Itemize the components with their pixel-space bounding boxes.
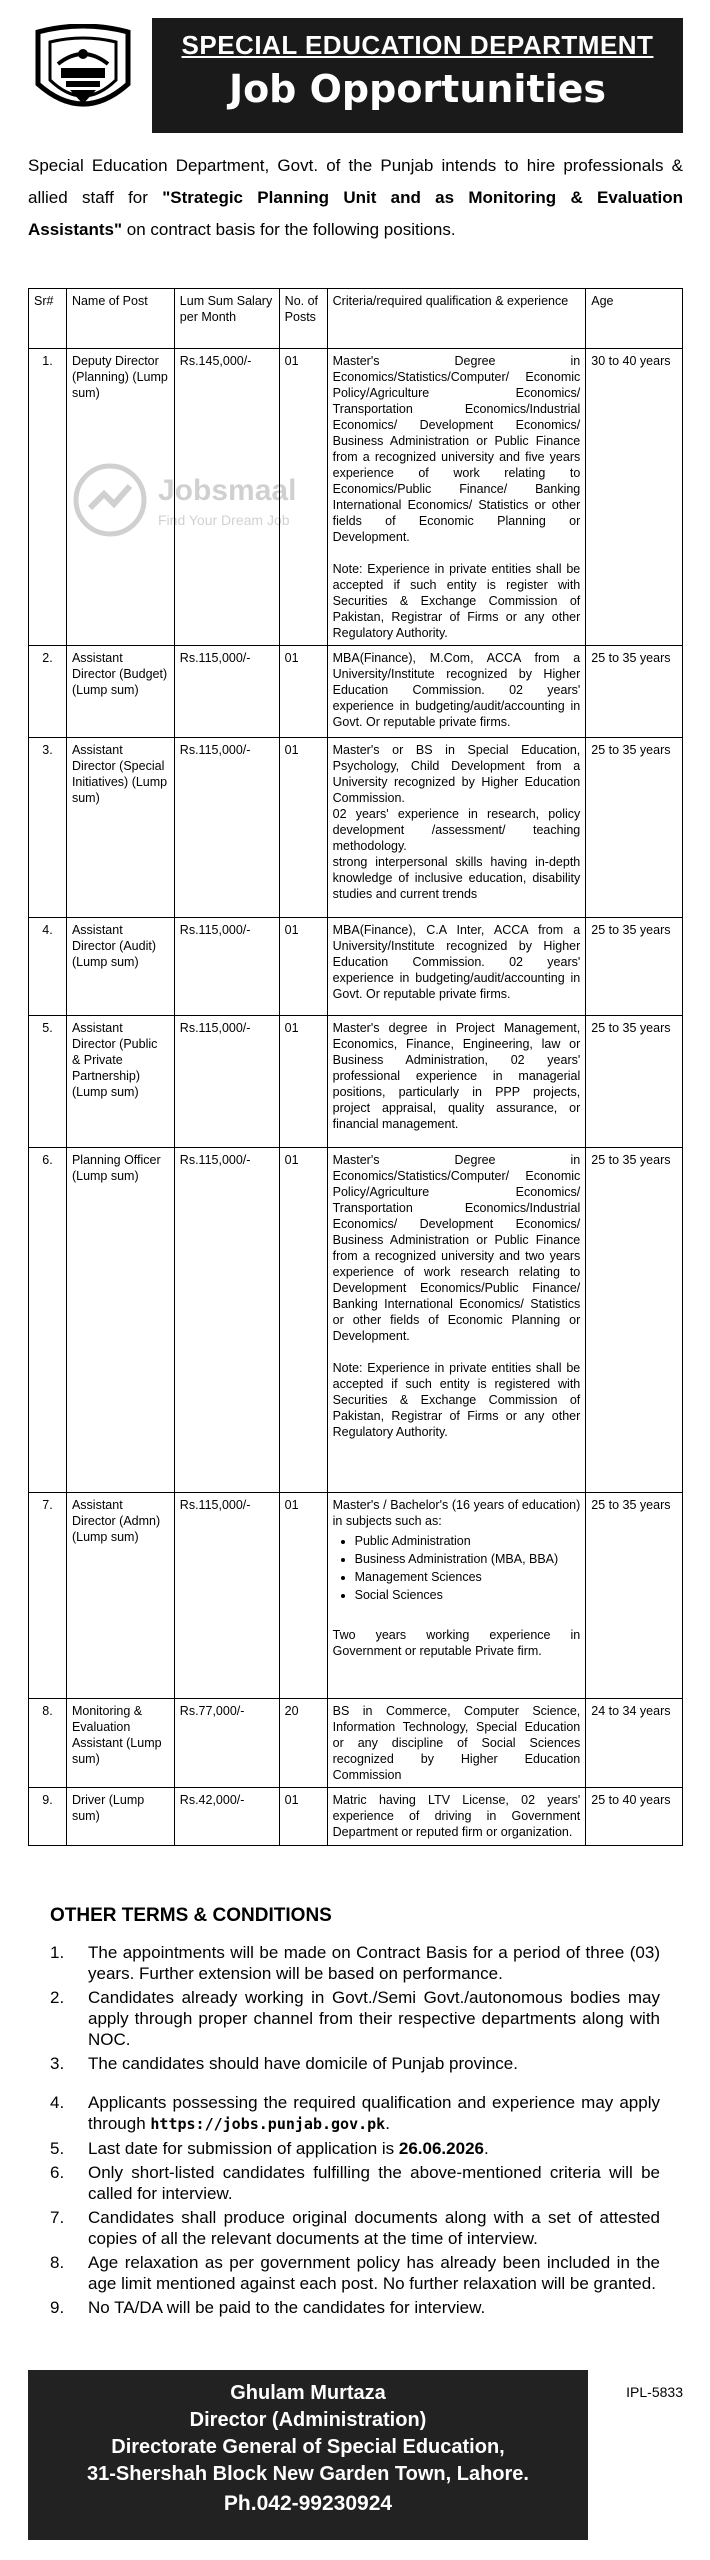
cell-salary: Rs.42,000/- xyxy=(174,1788,279,1846)
term-text-end: . xyxy=(483,2139,489,2158)
cell-post: Assistant Director (Audit) (Lump sum) xyxy=(66,918,174,1016)
col-header-salary: Lum Sum Salary per Month xyxy=(174,289,279,349)
criteria-text: Master's Degree in Economics/Statistics/Computer/ Economic Policy/Agriculture Economics/ Transportation Economics/Industrial Economics/ Development Economics/ Business Administration or Public Finance from a recognized university and five years experience of work relating to Economics/Public Finance/ Banking International Economics/ Statistics or other fields of Economic Planning or Development. xyxy=(332,354,581,544)
cell-age: 25 to 35 years xyxy=(586,646,683,738)
cell-posts: 01 xyxy=(279,349,327,646)
list-item: • Public Administration xyxy=(355,1533,581,1549)
application-portal-link[interactable]: https://jobs.punjab.gov.pk xyxy=(150,2115,386,2133)
term-item xyxy=(50,2297,660,2318)
term-number: 4. xyxy=(50,2093,65,2112)
list-item: • Business Administration (MBA, BBA) xyxy=(355,1551,581,1567)
cell-sr: 5. xyxy=(29,1016,67,1148)
term-number: 5. xyxy=(50,2139,65,2158)
cell-salary: Rs.115,000/- xyxy=(174,918,279,1016)
cell-criteria xyxy=(327,1148,586,1493)
term-item xyxy=(50,2053,660,2074)
cell-sr: 2. xyxy=(29,646,67,738)
term-number: 8. xyxy=(50,2253,65,2272)
punjab-government-logo xyxy=(28,24,138,124)
cell-posts: 01 xyxy=(279,1148,327,1493)
terms-heading: OTHER TERMS & CONDITIONS xyxy=(50,1905,332,1926)
cell-salary: Rs.145,000/- xyxy=(174,349,279,646)
subject-list xyxy=(355,1533,581,1603)
office-name: Directorate General of Special Education, xyxy=(111,2436,505,2458)
watermark-brand: Jobsmaal xyxy=(158,474,297,507)
office-phone: Ph.042-99230924 xyxy=(223,2492,393,2515)
positions-table xyxy=(28,288,683,1846)
cell-sr: 9. xyxy=(29,1788,67,1846)
office-address: 31-Shershah Block New Garden Town, Lahore. xyxy=(87,2463,529,2485)
col-header-age: Age xyxy=(586,289,683,349)
cell-criteria xyxy=(327,738,586,918)
table-row xyxy=(29,1699,683,1788)
header xyxy=(28,18,683,133)
cell-age: 24 to 34 years xyxy=(586,1699,683,1788)
term-text: No TA/DA will be paid to the candidates for interview. xyxy=(88,2298,486,2317)
term-text: Last date for submission of application is xyxy=(88,2139,399,2158)
list-item: • Social Sciences xyxy=(355,1587,581,1603)
intro-bold-text: "Strategic Planning Unit and as Monitoring & Evaluation Assistants" xyxy=(28,188,683,239)
cell-posts: 01 xyxy=(279,1493,327,1699)
cell-sr: 7. xyxy=(29,1493,67,1699)
cell-age: 25 to 35 years xyxy=(586,1493,683,1699)
term-number: 7. xyxy=(50,2208,65,2227)
term-item xyxy=(50,2207,660,2249)
cell-age: 25 to 35 years xyxy=(586,1016,683,1148)
last-date: 26.06.2026 xyxy=(398,2139,484,2158)
ipl-reference: IPL-5833 xyxy=(626,2384,683,2400)
signatory-name: Ghulam Murtaza xyxy=(230,2382,386,2404)
cell-criteria: Master's degree in Project Management, Economics, Finance, Engineering, law or Business Administration, 02 years' professional experience in managerial positions, particularly in PPP projects, project appraisal, quality assurance, or financial management. xyxy=(327,1016,586,1148)
term-item xyxy=(50,2092,660,2135)
criteria-note: Note: Experience in private entities shall be accepted if such entity is registered with Securities & Exchange Commission of Pakistan, Registrar of Firms or any other Regulatory Authority. xyxy=(332,1361,581,1439)
cell-criteria: Matric having LTV License, 02 years' experience of driving in Government Department or reputed firm or organization. xyxy=(327,1788,586,1846)
cell-post: Deputy Director (Planning) (Lump sum) xyxy=(66,349,174,646)
term-number: 6. xyxy=(50,2163,65,2182)
cell-salary: Rs.115,000/- xyxy=(174,1016,279,1148)
term-text: Only short-listed candidates fulfilling the above-mentioned criteria will be called for interview. xyxy=(88,2163,660,2203)
term-item xyxy=(50,1987,660,2050)
term-text-end: . xyxy=(385,2114,390,2133)
table-header-row xyxy=(29,289,683,349)
term-text: Candidates already working in Govt./Semi Govt./autonomous bodies may apply through proper channel from their respective departments along with NOC. xyxy=(88,1988,660,2049)
cell-post: Assistant Director (Admn) (Lump sum) xyxy=(66,1493,174,1699)
cell-sr: 4. xyxy=(29,918,67,1016)
term-text: The appointments will be made on Contract Basis for a period of three (03) years. Further extension will be based on performance. xyxy=(88,1943,660,1983)
table-row xyxy=(29,1148,683,1493)
cell-sr: 8. xyxy=(29,1699,67,1788)
cell-sr: 6. xyxy=(29,1148,67,1493)
cell-criteria: MBA(Finance), M.Com, ACCA from a University/Institute recognized by Higher Education Commission. 02 years' experience in budgeting/audit/accounting in Govt. Or reputable private firms. xyxy=(327,646,586,738)
list-item: • Management Sciences xyxy=(355,1569,581,1585)
criteria-text: Master's / Bachelor's (16 years of education) in subjects such as: xyxy=(332,1498,581,1528)
cell-posts: 01 xyxy=(279,1788,327,1846)
term-item xyxy=(50,2138,660,2159)
term-number: 2. xyxy=(50,1988,65,2007)
criteria-note: Note: Experience in private entities shall be accepted if such entity is register with Securities & Exchange Commission of Pakistan, Registrar of Firms or any other Regulatory Authority. xyxy=(332,562,581,640)
cell-age: 25 to 35 years xyxy=(586,738,683,918)
cell-criteria: BS in Commerce, Computer Science, Information Technology, Special Education or any discipline of Social Sciences recognized by Higher Education Commission xyxy=(327,1699,586,1788)
term-item xyxy=(50,2252,660,2294)
table-row xyxy=(29,1016,683,1148)
col-header-posts: No. of Posts xyxy=(279,289,327,349)
col-header-sr: Sr# xyxy=(29,289,67,349)
cell-sr: 1. xyxy=(29,349,67,646)
term-number: 3. xyxy=(50,2054,65,2073)
department-title: SPECIAL EDUCATION DEPARTMENT xyxy=(181,30,654,60)
cell-post: Assistant Director (Special Initiatives) (Lump sum) xyxy=(66,738,174,918)
col-header-post: Name of Post xyxy=(66,289,174,349)
criteria-text: Master's Degree in Economics/Statistics/Computer/ Economic Policy/Agriculture Economics/ Transportation Economics/Industrial Economics/ Development Economics/ Business Administration or Public Finance from a recognized university and two years experience of work research relating to Development Economics/Public Finance/ Banking International Economics/ Statistics or other fields of Economic Planning or Development. xyxy=(332,1153,581,1343)
title-banner xyxy=(152,18,683,133)
cell-posts: 01 xyxy=(279,1016,327,1148)
cell-salary: Rs.115,000/- xyxy=(174,1148,279,1493)
cell-age: 25 to 40 years xyxy=(586,1788,683,1846)
cell-post: Monitoring & Evaluation Assistant (Lump sum) xyxy=(66,1699,174,1788)
term-text: Candidates shall produce original documents along with a set of attested copies of all the relevant documents at the time of interview. xyxy=(88,2208,660,2248)
criteria-text: Master's or BS in Special Education, Psychology, Child Development from a University recognized by Higher Education Commission. xyxy=(332,743,581,805)
cell-posts: 01 xyxy=(279,646,327,738)
criteria-text-2: Two years working experience in Government or reputable Private firm. xyxy=(332,1628,581,1658)
term-text: Age relaxation as per government policy has already been included in the age limit mentioned against each post. No further relaxation will be granted. xyxy=(88,2253,660,2293)
table-row xyxy=(29,1493,683,1699)
cell-criteria: MBA(Finance), C.A Inter, ACCA from a University/Institute recognized by Higher Education Commission. 02 years' experience in budgeting/audit/accounting in Govt. Or reputable private firms. xyxy=(327,918,586,1016)
table-row xyxy=(29,738,683,918)
cell-age: 30 to 40 years xyxy=(586,349,683,646)
term-item xyxy=(50,2162,660,2204)
criteria-text-3: strong interpersonal skills having in-depth knowledge of inclusive education, disability studies and current trends xyxy=(332,855,581,901)
cell-post: Driver (Lump sum) xyxy=(66,1788,174,1846)
cell-age: 25 to 35 years xyxy=(586,1148,683,1493)
cell-salary: Rs.77,000/- xyxy=(174,1699,279,1788)
cell-sr: 3. xyxy=(29,738,67,918)
cell-posts: 01 xyxy=(279,918,327,1016)
intro-text-1: Special Education Department, Govt. of the Punjab intends to hire professionals & allied staff for xyxy=(28,156,683,207)
cell-age: 25 to 35 years xyxy=(586,918,683,1016)
watermark-tagline: Find Your Dream Job xyxy=(158,512,290,528)
terms-list xyxy=(50,1942,660,2321)
cell-post: Planning Officer (Lump sum) xyxy=(66,1148,174,1493)
criteria-text-2: 02 years' experience in research, policy development /assessment/ teaching methodology. xyxy=(332,807,581,853)
page-title: Job Opportunities xyxy=(228,67,607,111)
term-text: The candidates should have domicile of Punjab province. xyxy=(88,2054,518,2073)
cell-post: Assistant Director (Budget) (Lump sum) xyxy=(66,646,174,738)
term-text: Applicants possessing the required qualification and experience may apply through xyxy=(88,2093,660,2133)
table-row xyxy=(29,1788,683,1846)
intro-text-2: on contract basis for the following positions. xyxy=(122,220,456,239)
term-item xyxy=(50,1942,660,1984)
cell-posts: 20 xyxy=(279,1699,327,1788)
table-row xyxy=(29,349,683,646)
cell-salary: Rs.115,000/- xyxy=(174,1493,279,1699)
signatory-designation: Director (Administration) xyxy=(189,2409,427,2431)
footer xyxy=(28,2370,683,2540)
cell-salary: Rs.115,000/- xyxy=(174,646,279,738)
term-number: 9. xyxy=(50,2298,65,2317)
intro-paragraph xyxy=(28,150,683,246)
table-row xyxy=(29,646,683,738)
cell-post: Assistant Director (Public & Private Partnership) (Lump sum) xyxy=(66,1016,174,1148)
term-number: 1. xyxy=(50,1943,65,1962)
col-header-criteria: Criteria/required qualification & experience xyxy=(327,289,586,349)
cell-posts: 01 xyxy=(279,738,327,918)
cell-criteria xyxy=(327,1493,586,1699)
signature-block xyxy=(28,2370,588,2540)
cell-criteria xyxy=(327,349,586,646)
table-row xyxy=(29,918,683,1016)
cell-salary: Rs.115,000/- xyxy=(174,738,279,918)
